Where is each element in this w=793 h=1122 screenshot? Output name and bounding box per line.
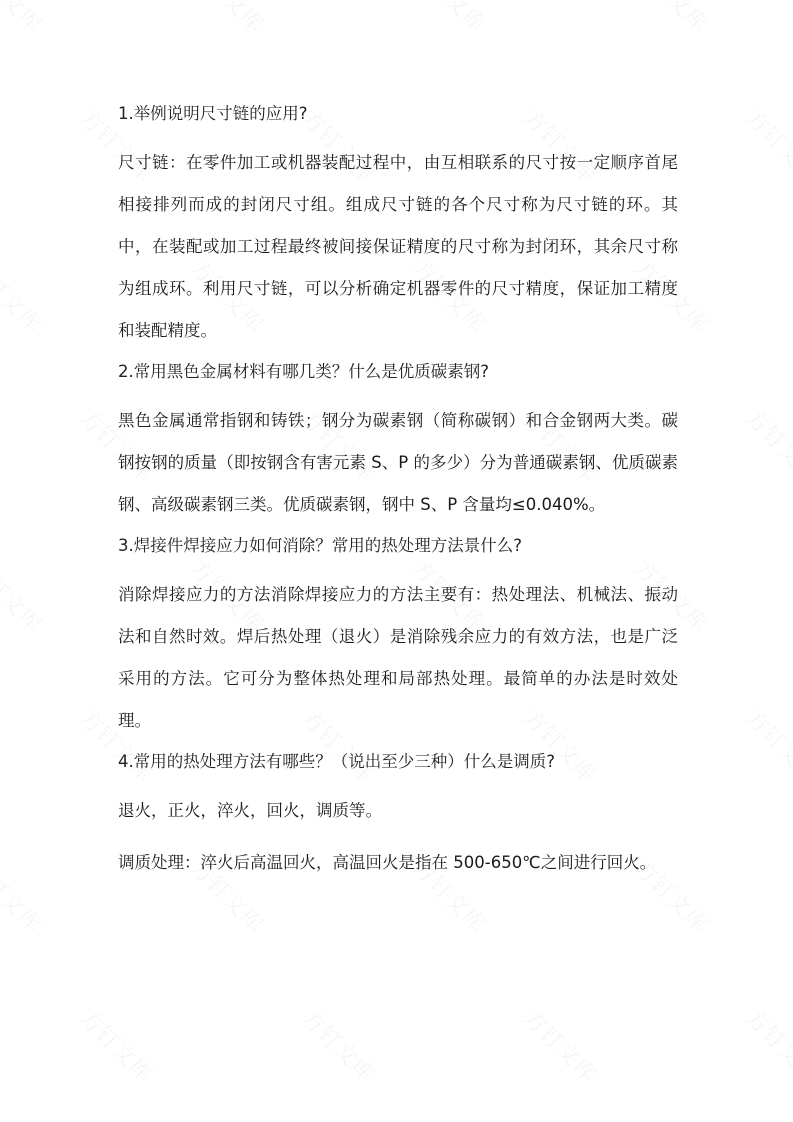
watermark-text (407, 0, 494, 39)
question-4: 4.常用的热处理方法有哪些？（说出至少三种）什么是调质? (118, 752, 556, 771)
answer-4b: 调质处理：淬火后高温回火，高温回火是指在 500-650℃之间进行回火。 (118, 853, 657, 872)
watermark-text (0, 252, 50, 339)
answer-2: 黑色金属通常指钢和铸铁；钢分为碳素钢（简称碳钢）和合金钢两大类。碳钢按钢的质量（即按钢含有害元素 S、P 的多少）分为普通碳素钢、优质碳素钢、高级碳素钢三类。优质碳素钢，钢中 S、P 含量均≤0.040%。 (118, 411, 678, 514)
watermark-text (0, 0, 50, 39)
answer-1: 尺寸链：在零件加工或机器装配过程中，由互相联系的尺寸按一定顺序首尾相接排列而成的封闭尺寸组。组成尺寸链的各个尺寸称为尺寸链的环。其中，在装配或加工过程最终被间接保证精度的尺寸称为封闭环，其余尺寸称为组成环。利用尺寸链，可以分析确定机器零件的尺寸精度，保证加工精度和装配精度。 (118, 153, 678, 340)
watermark-text (740, 102, 793, 189)
document-page (118, 100, 678, 890)
watermark-text (0, 552, 50, 639)
watermark-text (740, 702, 793, 789)
watermark-text (0, 852, 50, 939)
section-3 (118, 532, 678, 742)
watermark-text (74, 1002, 161, 1089)
question-3: 3.焊接件焊接应力如何消除？常用的热处理方法景什么? (118, 536, 523, 555)
answer-4a: 退火，正火，淬火，回火，调质等。 (118, 801, 382, 820)
watermark-text (740, 1002, 793, 1089)
watermark-text (296, 1002, 383, 1089)
watermark-text (740, 402, 793, 489)
question-2: 2.常用黑色金属材料有哪几类？什么是优质碳素钢? (118, 362, 490, 381)
section-2 (118, 358, 678, 526)
question-1: 1.举例说明尺寸链的应用? (118, 104, 308, 123)
answer-3: 消除焊接应力的方法消除焊接应力的方法主要有：热处理法、机械法、振动法和自然时效。焊后热处理（退火）是消除残余应力的有效方法，也是广泛采用的方法。它可分为整体热处理和局部热处理。最简单的办法是时效处理。 (118, 585, 678, 730)
section-4 (118, 748, 678, 884)
watermark-text (185, 0, 272, 39)
section-1 (118, 100, 678, 352)
watermark-text (518, 1002, 605, 1089)
watermark-text (629, 0, 716, 39)
